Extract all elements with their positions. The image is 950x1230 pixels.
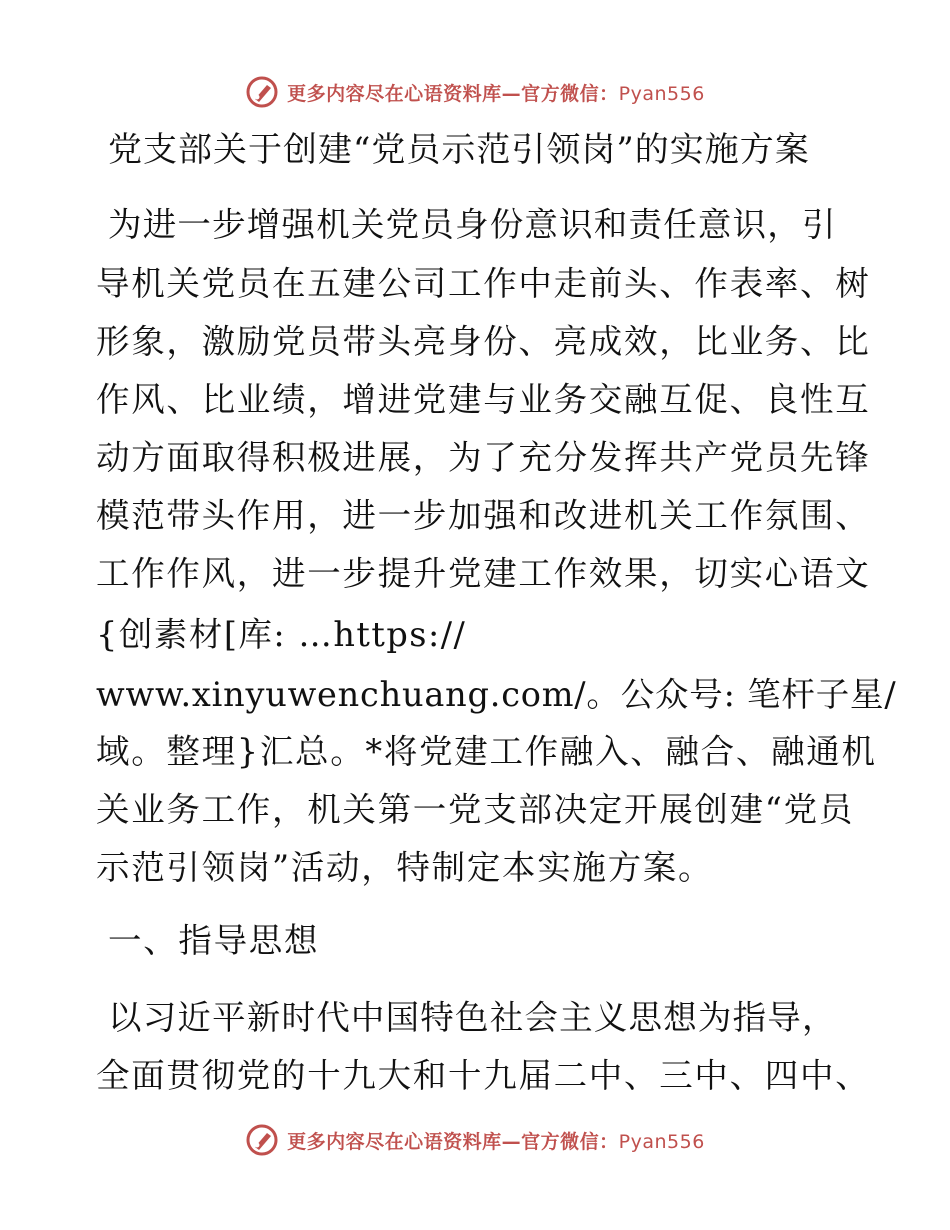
section-heading: 一、指导思想 <box>108 921 320 960</box>
body-line: 示范引领岗”活动，特制定本实施方案。 <box>96 848 714 887</box>
banner-text: 更多内容尽在心语资料库—官方微信：Pyan556 <box>287 1130 705 1153</box>
footer-banner <box>0 1120 950 1160</box>
header-banner <box>0 72 950 112</box>
body-line: 以习近平新时代中国特色社会主义思想为指导， <box>108 998 837 1037</box>
wechat-id: Pyan556 <box>618 82 705 105</box>
body-line: 工作作风，进一步提升党建工作效果，切实心语文 <box>96 554 871 593</box>
body-line: 作风、比业绩，增进党建与业务交融互促、良性互 <box>96 380 871 419</box>
body-line: 全面贯彻党的十九大和十九届二中、三中、四中、 <box>96 1056 871 1095</box>
body-line: 导机关党员在五建公司工作中走前头、作表率、树 <box>96 264 871 303</box>
body-line: www.xinyuwenchuang.com/。公众号: 笔杆子星/ <box>96 675 897 714</box>
pen-logo-icon <box>245 75 279 109</box>
banner-text: 更多内容尽在心语资料库—官方微信：Pyan556 <box>287 82 705 105</box>
body-line: 模范带头作用，进一步加强和改进机关工作氛围、 <box>96 496 871 535</box>
body-line: 为进一步增强机关党员身份意识和责任意识，引 <box>108 205 837 244</box>
body-line: 形象，激励党员带头亮身份、亮成效，比业务、比 <box>96 322 871 361</box>
pen-logo-icon <box>245 1123 279 1157</box>
document-title: 党支部关于创建“党员示范引领岗”的实施方案 <box>108 130 810 170</box>
wechat-id: Pyan556 <box>618 1130 705 1153</box>
body-line: {创素材[库: …https:// <box>96 615 467 654</box>
body-line: 域。整理}汇总。*将党建工作融入、融合、融通机 <box>96 732 877 771</box>
body-line: 动方面取得积极进展，为了充分发挥共产党员先锋 <box>96 438 871 477</box>
body-line: 关业务工作，机关第一党支部决定开展创建“党员 <box>96 790 855 829</box>
